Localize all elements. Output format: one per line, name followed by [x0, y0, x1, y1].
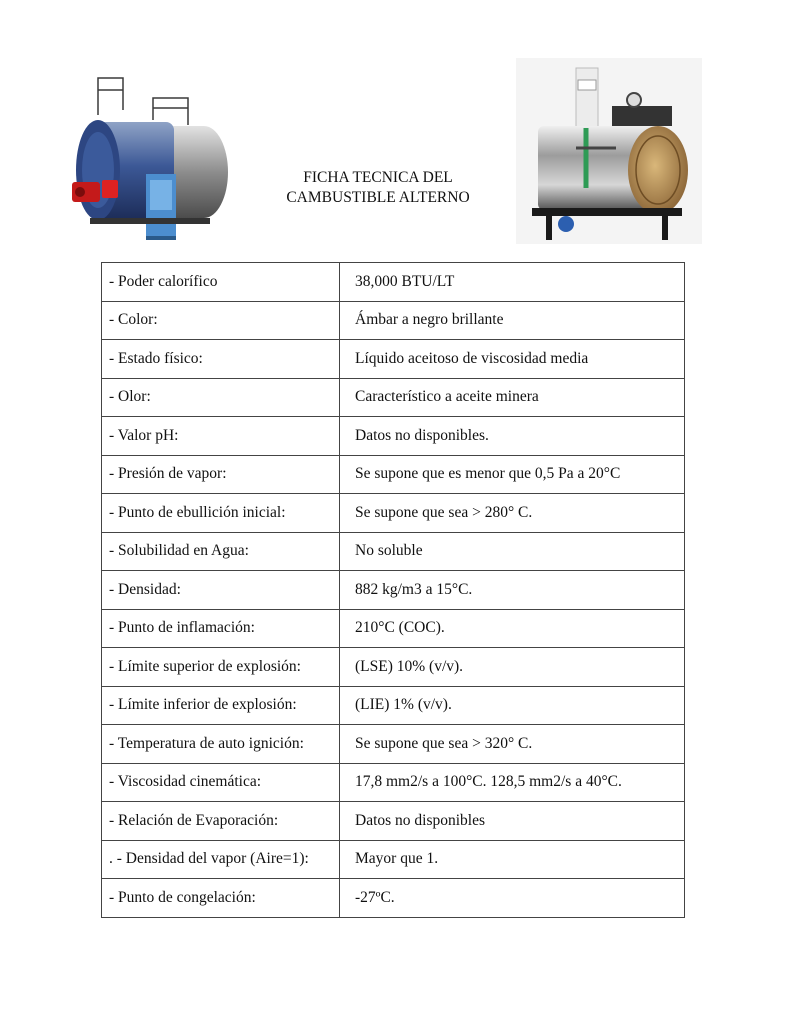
table-row [102, 763, 685, 802]
table-row [102, 802, 685, 841]
spec-value: Ámbar a negro brillante [340, 301, 685, 340]
spec-label: - Densidad: [102, 571, 340, 610]
spec-value: 210°C (COC). [340, 609, 685, 648]
table-row [102, 686, 685, 725]
spec-label: - Viscosidad cinemática: [102, 763, 340, 802]
spec-value: 38,000 BTU/LT [340, 263, 685, 302]
table-row [102, 532, 685, 571]
title-line-2: CAMBUSTIBLE ALTERNO [286, 189, 470, 206]
table-row [102, 417, 685, 456]
spec-value: No soluble [340, 532, 685, 571]
spec-value: 17,8 mm2/s a 100°C. 128,5 mm2/s a 40°C. [340, 763, 685, 802]
spec-label: - Punto de ebullición inicial: [102, 494, 340, 533]
specs-table [101, 262, 685, 918]
table-row [102, 725, 685, 764]
spec-value: (LIE) 1% (v/v). [340, 686, 685, 725]
specs-table-body [102, 263, 685, 918]
table-row [102, 263, 685, 302]
spec-value: -27ºC. [340, 879, 685, 918]
spec-value: Mayor que 1. [340, 840, 685, 879]
spec-value: 882 kg/m3 a 15°C. [340, 571, 685, 610]
title-line-1: FICHA TECNICA DEL [303, 169, 453, 186]
spec-label: - Límite superior de explosión: [102, 648, 340, 687]
spec-label: - Límite inferior de explosión: [102, 686, 340, 725]
spec-label: - Valor pH: [102, 417, 340, 456]
spec-value: (LSE) 10% (v/v). [340, 648, 685, 687]
table-row [102, 840, 685, 879]
spec-value: Se supone que es menor que 0,5 Pa a 20°C [340, 455, 685, 494]
spec-label: - Estado físico: [102, 340, 340, 379]
table-row [102, 301, 685, 340]
document-title [254, 168, 502, 208]
boiler-image-right [516, 58, 702, 244]
spec-label: - Relación de Evaporación: [102, 802, 340, 841]
spec-value: Líquido aceitoso de viscosidad media [340, 340, 685, 379]
spec-label: - Punto de congelación: [102, 879, 340, 918]
spec-label: - Solubilidad en Agua: [102, 532, 340, 571]
table-row [102, 340, 685, 379]
spec-label: - Punto de inflamación: [102, 609, 340, 648]
table-row [102, 571, 685, 610]
spec-label: - Poder calorífico [102, 263, 340, 302]
table-row [102, 494, 685, 533]
spec-label: - Presión de vapor: [102, 455, 340, 494]
table-row [102, 609, 685, 648]
table-row [102, 879, 685, 918]
spec-label: - Temperatura de auto ignición: [102, 725, 340, 764]
spec-label: . - Densidad del vapor (Aire=1): [102, 840, 340, 879]
spec-label: - Color: [102, 301, 340, 340]
spec-value: Datos no disponibles. [340, 417, 685, 456]
table-row [102, 648, 685, 687]
boiler-image-left [68, 70, 236, 242]
spec-value: Se supone que sea > 320° C. [340, 725, 685, 764]
table-row [102, 455, 685, 494]
table-row [102, 378, 685, 417]
spec-value: Datos no disponibles [340, 802, 685, 841]
spec-label: - Olor: [102, 378, 340, 417]
spec-value: Se supone que sea > 280° C. [340, 494, 685, 533]
spec-value: Característico a aceite minera [340, 378, 685, 417]
